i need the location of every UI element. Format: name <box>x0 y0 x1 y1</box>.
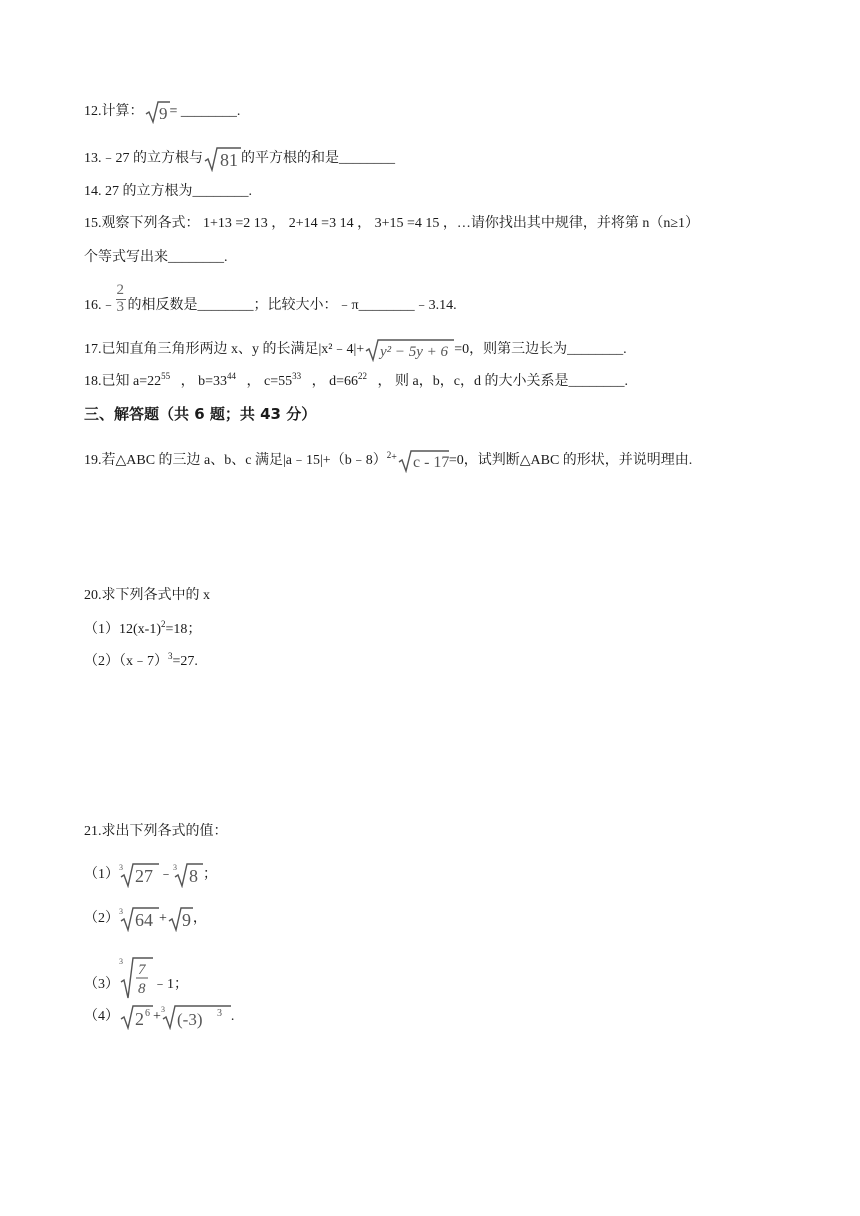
question-21-title <box>84 822 228 842</box>
q21-p2-plus: + <box>159 911 167 927</box>
question-20-part2 <box>84 652 198 672</box>
sqrt-9b <box>167 906 193 932</box>
question-19 <box>84 448 692 473</box>
svg-text:64: 64 <box>135 910 153 930</box>
cbrt-8 <box>173 862 203 888</box>
svg-text:3: 3 <box>119 907 123 916</box>
q17-rad-value: y² − 5y + 6 <box>380 344 449 360</box>
q18-b: ， b=33 <box>180 374 228 389</box>
q20-p1: （1）12(x-1) <box>84 622 161 637</box>
q21-p1-minus: ﹣ <box>159 867 173 883</box>
question-18 <box>84 372 628 392</box>
fraction-2-3 <box>116 282 128 316</box>
question-20-title <box>84 586 210 606</box>
q13-prefix: 13.﹣27 的立方根与 <box>84 151 203 167</box>
q18-suffix: ， 则 a，b，c，d 的大小关系是________. <box>377 374 628 389</box>
sqrt-2-6 <box>119 1004 153 1030</box>
q20-p1-suffix: =18； <box>165 622 202 637</box>
svg-text:7: 7 <box>138 962 146 978</box>
q18-a: 18.已知 a=22 <box>84 374 162 389</box>
question-15-line1 <box>84 214 699 234</box>
q14-text: 14. 27 的立方根为________. <box>84 184 252 199</box>
question-16 <box>84 282 457 316</box>
cbrt-64 <box>119 906 159 932</box>
q18-a-exp: 55 <box>161 371 171 381</box>
q18-d: ， d=66 <box>311 374 359 389</box>
q16-prefix: 16.﹣ <box>84 298 116 314</box>
question-21-part3 <box>84 956 188 1000</box>
svg-text:9: 9 <box>181 910 191 930</box>
q21-p3-label: （3） <box>84 977 119 992</box>
sqrt-81 <box>203 146 241 172</box>
q17-suffix: =0，则第三边长为________. <box>454 342 627 358</box>
q21-p4-plus: + <box>153 1009 161 1025</box>
svg-text:3: 3 <box>119 863 123 872</box>
q12-prefix: 12.计算： <box>84 104 144 120</box>
svg-text:8: 8 <box>189 866 198 886</box>
svg-text:6: 6 <box>145 1008 150 1019</box>
question-20-part1 <box>84 620 201 640</box>
q12-suffix: = ________. <box>169 104 241 120</box>
q17-prefix: 17.已知直角三角形两边 x、y 的长满足|x²﹣4|+ <box>84 342 365 358</box>
q13-suffix: 的平方根的和是________ <box>241 151 395 167</box>
q20-title: 20.求下列各式中的 x <box>84 588 210 603</box>
q20-p2: （2）（x﹣7） <box>84 654 168 669</box>
q19-prefix: 19.若△ABC 的三边 a、b、c 满足|a﹣15|+（b﹣8） <box>84 453 387 468</box>
q20-p1-exp: 2 <box>161 619 166 629</box>
q18-d-exp: 22 <box>358 371 368 381</box>
sqrt-c-17 <box>397 449 449 473</box>
q21-p3-end: ﹣1； <box>153 977 188 992</box>
q18-c-exp: 33 <box>292 371 302 381</box>
sqrt-quadratic <box>364 338 454 362</box>
q15-line2: 个等式写出来________. <box>84 250 228 265</box>
cbrt-27 <box>119 862 159 888</box>
q20-p2-suffix: =27. <box>172 654 198 669</box>
q21-p1-end: ； <box>203 867 217 883</box>
question-13 <box>84 146 395 172</box>
svg-text:3: 3 <box>216 1008 222 1019</box>
q18-b-exp: 44 <box>227 371 237 381</box>
q19-suffix: =0，试判断△ABC 的形状，并说明理由. <box>448 453 693 468</box>
question-14 <box>84 182 252 202</box>
q13-rad-value: 81 <box>220 150 238 170</box>
svg-text:3: 3 <box>173 863 177 872</box>
svg-text:27: 27 <box>135 866 153 886</box>
cbrt-neg3-cubed <box>161 1004 231 1030</box>
q21-p1-label: （1） <box>84 867 119 883</box>
q19-rad-value: c - 17 <box>412 453 449 471</box>
question-21-part1 <box>84 862 217 888</box>
question-21-part4 <box>84 1004 234 1030</box>
svg-text:2: 2 <box>135 1009 144 1029</box>
svg-text:3: 3 <box>119 957 123 966</box>
svg-text:8: 8 <box>138 981 146 997</box>
question-17 <box>84 338 627 362</box>
q21-p2-label: （2） <box>84 911 119 927</box>
q19-exp: 2 <box>386 450 392 460</box>
q21-p4-label: （4） <box>84 1009 119 1025</box>
q21-p4-end: . <box>230 1009 235 1025</box>
q19-plus: + <box>391 452 397 463</box>
section-3-heading <box>84 404 316 424</box>
q18-c: ， c=55 <box>246 374 293 389</box>
q12-rad-value: 9 <box>158 104 167 123</box>
cbrt-7-8 <box>119 956 153 1000</box>
q15-line1: 15.观察下列各式： 1+13 =2 13 ， 2+14 =3 14 ， 3+15 =4 15 ，…请你找出其中规律，并将第 n（n≥1） <box>84 216 700 231</box>
question-12 <box>84 100 240 124</box>
question-21-part2 <box>84 906 207 932</box>
q21-title: 21.求出下列各式的值： <box>84 824 228 839</box>
section-3-title: 三、解答题（共 6 题；共 43 分） <box>84 405 317 423</box>
q21-p2-end: ， <box>192 911 207 927</box>
question-15-line2 <box>84 248 228 268</box>
frac-numerator: 2 <box>116 282 124 298</box>
q16-suffix: 的相反数是________；比较大小：﹣π________﹣3.14. <box>127 298 457 314</box>
svg-text:(-3): (-3) <box>176 1010 203 1029</box>
svg-text:3: 3 <box>160 1005 165 1014</box>
q20-p2-exp: 3 <box>168 651 173 661</box>
sqrt-9 <box>144 100 170 124</box>
frac-denominator: 3 <box>116 299 124 315</box>
